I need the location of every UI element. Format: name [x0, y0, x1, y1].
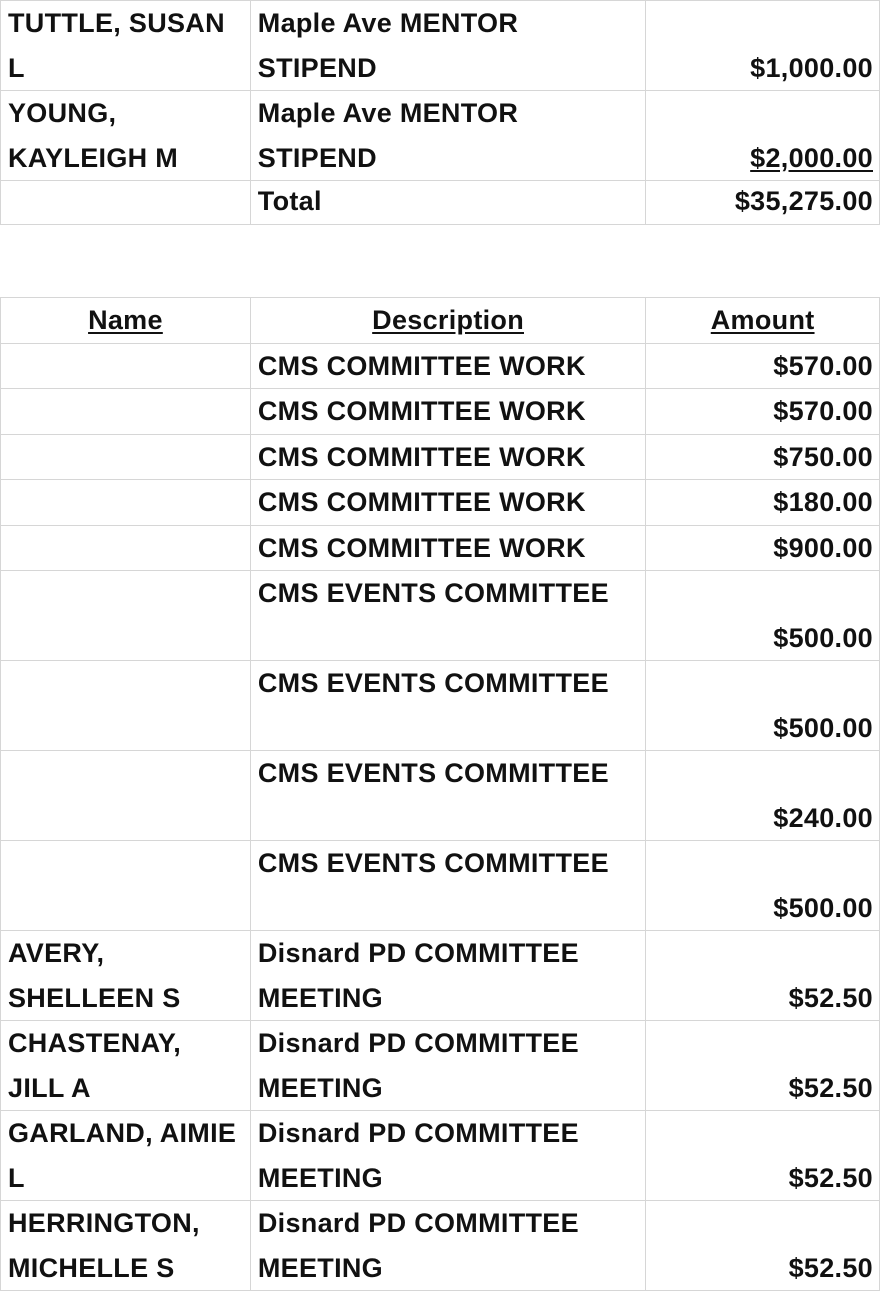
- name-cell: YOUNG, KAYLEIGH M: [1, 91, 251, 181]
- name-cell: [1, 389, 251, 435]
- amount-cell: $240.00: [646, 751, 880, 841]
- amount-cell: $900.00: [646, 525, 880, 571]
- total-label: Total: [250, 181, 645, 225]
- name-cell: [1, 525, 251, 571]
- stipend-table: [0, 0, 880, 225]
- name-cell: [1, 181, 251, 225]
- name-cell: [1, 841, 251, 931]
- name-cell: TUTTLE, SUSAN L: [1, 1, 251, 91]
- total-amount: $35,275.00: [646, 181, 880, 225]
- column-header-description: Description: [250, 298, 645, 344]
- name-cell: GARLAND, AIMIE L: [1, 1111, 251, 1201]
- description-cell: CMS COMMITTEE WORK: [250, 525, 645, 571]
- amount-cell: $52.50: [646, 1021, 880, 1111]
- table-row: [1, 389, 880, 435]
- column-header-amount: Amount: [646, 298, 880, 344]
- table-row: [1, 931, 880, 1021]
- table-row: [1, 661, 880, 751]
- name-cell: HERRINGTON, MICHELLE S: [1, 1201, 251, 1291]
- description-cell: CMS COMMITTEE WORK: [250, 480, 645, 526]
- table-row: [1, 571, 880, 661]
- committee-table: [0, 297, 880, 1291]
- table-row: [1, 1201, 880, 1291]
- table-row: [1, 751, 880, 841]
- header-row: [1, 298, 880, 344]
- description-cell: CMS COMMITTEE WORK: [250, 343, 645, 389]
- amount-cell: $52.50: [646, 1111, 880, 1201]
- table-row: [1, 91, 880, 181]
- description-cell: Maple Ave MENTOR STIPEND: [250, 91, 645, 181]
- amount-cell: $500.00: [646, 571, 880, 661]
- amount-cell: $500.00: [646, 661, 880, 751]
- amount-cell: $2,000.00: [646, 91, 880, 181]
- description-cell: Disnard PD COMMITTEE MEETING: [250, 1201, 645, 1291]
- amount-cell: $500.00: [646, 841, 880, 931]
- description-cell: CMS EVENTS COMMITTEE: [250, 661, 645, 751]
- description-cell: CMS EVENTS COMMITTEE: [250, 571, 645, 661]
- description-cell: Disnard PD COMMITTEE MEETING: [250, 1021, 645, 1111]
- table-row: [1, 841, 880, 931]
- description-cell: Maple Ave MENTOR STIPEND: [250, 1, 645, 91]
- name-cell: [1, 434, 251, 480]
- name-cell: [1, 751, 251, 841]
- amount-cell: $570.00: [646, 389, 880, 435]
- name-cell: [1, 480, 251, 526]
- name-cell: [1, 343, 251, 389]
- description-cell: CMS COMMITTEE WORK: [250, 389, 645, 435]
- description-cell: CMS EVENTS COMMITTEE: [250, 841, 645, 931]
- table-row: [1, 1, 880, 91]
- description-cell: Disnard PD COMMITTEE MEETING: [250, 931, 645, 1021]
- amount-cell: $52.50: [646, 931, 880, 1021]
- table-row: [1, 1021, 880, 1111]
- name-cell: [1, 661, 251, 751]
- table-row: [1, 1111, 880, 1201]
- total-row: [1, 181, 880, 225]
- amount-cell: $750.00: [646, 434, 880, 480]
- name-cell: CHASTENAY, JILL A: [1, 1021, 251, 1111]
- amount-cell: $180.00: [646, 480, 880, 526]
- description-cell: Disnard PD COMMITTEE MEETING: [250, 1111, 645, 1201]
- table-row: [1, 525, 880, 571]
- description-cell: CMS COMMITTEE WORK: [250, 434, 645, 480]
- amount-cell: $52.50: [646, 1201, 880, 1291]
- table-row: [1, 480, 880, 526]
- description-cell: CMS EVENTS COMMITTEE: [250, 751, 645, 841]
- amount-cell: $570.00: [646, 343, 880, 389]
- table-row: [1, 434, 880, 480]
- column-header-name: Name: [1, 298, 251, 344]
- table-row: [1, 343, 880, 389]
- name-cell: [1, 571, 251, 661]
- name-cell: AVERY, SHELLEEN S: [1, 931, 251, 1021]
- amount-cell: $1,000.00: [646, 1, 880, 91]
